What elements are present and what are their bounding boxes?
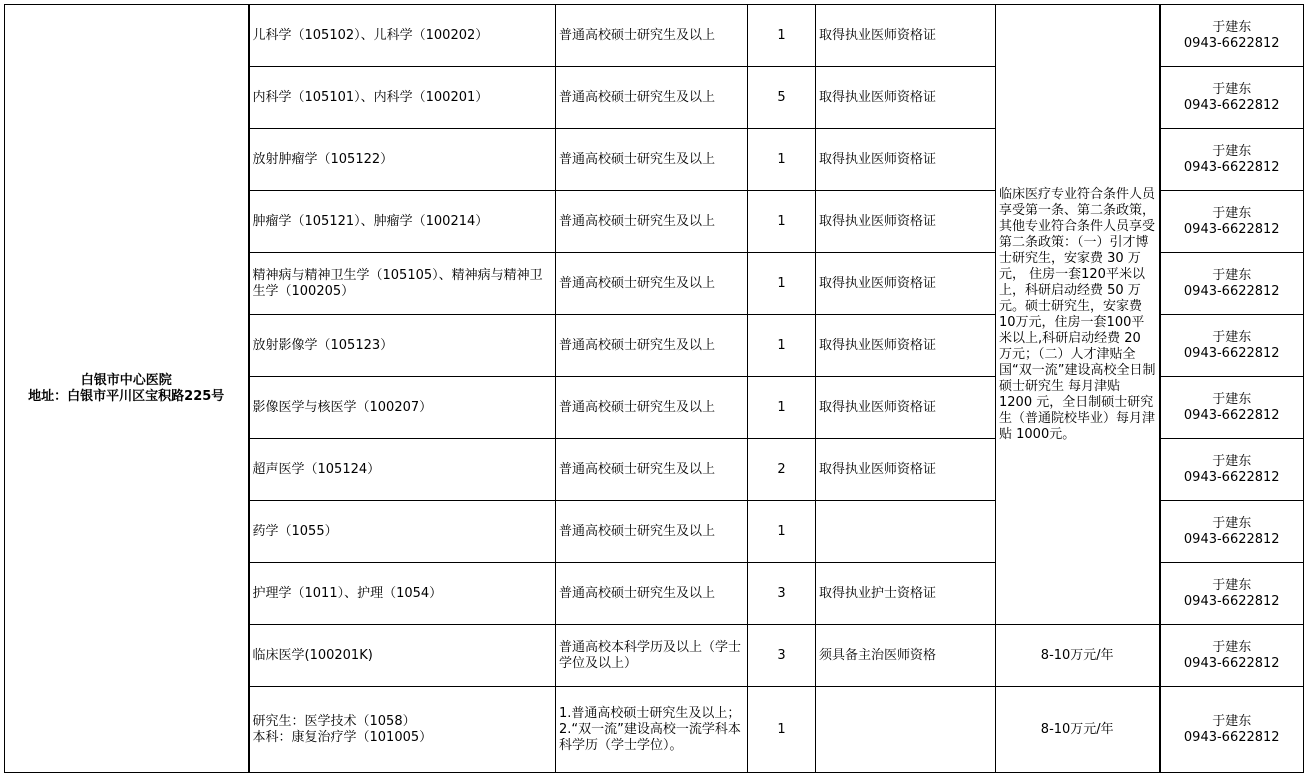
requirement-cell[interactable]: 须具备主治医师资格 (816, 625, 996, 687)
requirement-cell[interactable]: 取得执业护士资格证 (816, 563, 996, 625)
count-cell[interactable]: 3 (748, 625, 816, 687)
contact-cell[interactable] (1160, 501, 1304, 563)
contact-phone: 0943-6622812 (1183, 469, 1280, 485)
hospital-name: 白银市中心医院 (80, 372, 172, 388)
hospital-address: 地址：白银市平川区宝积路225号 (28, 388, 225, 404)
policy-cell[interactable]: 临床医疗专业符合条件人员享受第一条、第二条政策，其他专业符合条件人员享受第二条政策：（一）引才博士研究生，安家费 30 万元， 住房一套120平米以上，科研启动经费 50 万元。硕士研究生，安家费10万元，住房一套100平米以上,科研启动经费 20 万元；（二）人才津贴全国“双一流”建设高校全日制硕士研究生 每月津贴 1200 元，全日制硕士研究生（普通院校毕业）每月津贴 1000元。 (996, 5, 1160, 625)
contact-cell[interactable] (1160, 687, 1304, 773)
requirement-cell[interactable]: 取得执业医师资格证 (816, 129, 996, 191)
requirement-cell[interactable]: 取得执业医师资格证 (816, 191, 996, 253)
education-cell[interactable]: 普通高校硕士研究生及以上 (556, 439, 748, 501)
contact-name: 于建东 (1212, 19, 1252, 35)
major-cell[interactable]: 放射肿瘤学（105122） (249, 129, 556, 191)
contact-cell[interactable] (1160, 5, 1304, 67)
count-cell[interactable]: 3 (748, 563, 816, 625)
contact-phone: 0943-6622812 (1183, 531, 1280, 547)
contact-phone: 0943-6622812 (1183, 407, 1280, 423)
education-cell[interactable]: 普通高校硕士研究生及以上 (556, 129, 748, 191)
contact-cell[interactable] (1160, 563, 1304, 625)
contact-cell[interactable] (1160, 315, 1304, 377)
requirement-cell[interactable]: 取得执业医师资格证 (816, 253, 996, 315)
contact-cell[interactable] (1160, 625, 1304, 687)
contact-name: 于建东 (1212, 205, 1252, 221)
contact-cell[interactable] (1160, 377, 1304, 439)
contact-phone: 0943-6622812 (1183, 655, 1280, 671)
major-cell[interactable]: 儿科学（105102）、儿科学（100202） (249, 5, 556, 67)
education-cell[interactable]: 普通高校硕士研究生及以上 (556, 315, 748, 377)
major-cell[interactable]: 超声医学（105124） (249, 439, 556, 501)
contact-name: 于建东 (1212, 329, 1252, 345)
major-cell[interactable] (249, 687, 556, 773)
count-cell[interactable]: 1 (748, 253, 816, 315)
requirement-cell[interactable] (816, 687, 996, 773)
education-cell[interactable]: 普通高校硕士研究生及以上 (556, 563, 748, 625)
count-cell[interactable]: 1 (748, 129, 816, 191)
contact-name: 于建东 (1212, 143, 1252, 159)
education-cell[interactable] (556, 687, 748, 773)
count-cell[interactable]: 1 (748, 5, 816, 67)
contact-cell[interactable] (1160, 439, 1304, 501)
education-cell[interactable]: 普通高校本科学历及以上（学士学位及以上） (556, 625, 748, 687)
count-cell[interactable]: 2 (748, 439, 816, 501)
contact-name: 于建东 (1212, 81, 1252, 97)
major-cell[interactable]: 护理学（1011）、护理（1054） (249, 563, 556, 625)
requirement-cell[interactable]: 取得执业医师资格证 (816, 439, 996, 501)
major-cell[interactable]: 肿瘤学（105121）、肿瘤学（100214） (249, 191, 556, 253)
contact-phone: 0943-6622812 (1183, 221, 1280, 237)
education-cell[interactable]: 普通高校硕士研究生及以上 (556, 191, 748, 253)
major-cell[interactable]: 药学（1055） (249, 501, 556, 563)
contact-name: 于建东 (1212, 267, 1252, 283)
contact-cell[interactable] (1160, 253, 1304, 315)
requirement-cell[interactable]: 取得执业医师资格证 (816, 315, 996, 377)
major-cell[interactable]: 影像医学与核医学（100207） (249, 377, 556, 439)
contact-phone: 0943-6622812 (1183, 159, 1280, 175)
count-cell[interactable]: 1 (748, 501, 816, 563)
contact-name: 于建东 (1212, 639, 1252, 655)
major-cell[interactable]: 精神病与精神卫生学（105105）、精神病与精神卫生学（100205） (249, 253, 556, 315)
contact-phone: 0943-6622812 (1183, 729, 1280, 745)
contact-name: 于建东 (1212, 713, 1252, 729)
count-cell[interactable]: 5 (748, 67, 816, 129)
requirement-cell[interactable] (816, 501, 996, 563)
contact-phone: 0943-6622812 (1183, 593, 1280, 609)
count-cell[interactable]: 1 (748, 315, 816, 377)
requirement-cell[interactable]: 取得执业医师资格证 (816, 5, 996, 67)
education-cell[interactable]: 普通高校硕士研究生及以上 (556, 5, 748, 67)
contact-cell[interactable] (1160, 191, 1304, 253)
count-cell[interactable]: 1 (748, 377, 816, 439)
contact-name: 于建东 (1212, 515, 1252, 531)
salary-cell[interactable]: 8-10万元/年 (996, 625, 1160, 687)
recruitment-table (4, 4, 1304, 773)
contact-phone: 0943-6622812 (1183, 283, 1280, 299)
contact-name: 于建东 (1212, 577, 1252, 593)
major-cell[interactable]: 临床医学(100201K) (249, 625, 556, 687)
education-cell[interactable]: 普通高校硕士研究生及以上 (556, 67, 748, 129)
requirement-cell[interactable]: 取得执业医师资格证 (816, 67, 996, 129)
salary-cell[interactable]: 8-10万元/年 (996, 687, 1160, 773)
contact-cell[interactable] (1160, 67, 1304, 129)
requirement-cell[interactable]: 取得执业医师资格证 (816, 377, 996, 439)
education-cell[interactable]: 普通高校硕士研究生及以上 (556, 253, 748, 315)
count-cell[interactable]: 1 (748, 687, 816, 773)
education-cell[interactable]: 普通高校硕士研究生及以上 (556, 377, 748, 439)
education-line: 1.普通高校硕士研究生及以上； (559, 705, 741, 721)
contact-name: 于建东 (1212, 453, 1252, 469)
contact-cell[interactable] (1160, 129, 1304, 191)
contact-phone: 0943-6622812 (1183, 345, 1280, 361)
major-cell[interactable]: 内科学（105101）、内科学（100201） (249, 67, 556, 129)
major-line: 研究生：医学技术（1058） (252, 713, 416, 729)
count-cell[interactable]: 1 (748, 191, 816, 253)
table-row (5, 5, 1304, 67)
contact-phone: 0943-6622812 (1183, 97, 1280, 113)
education-line: 2.“双一流”建设高校一流学科本科学历（学士学位）。 (559, 721, 741, 753)
hospital-cell[interactable] (5, 5, 249, 773)
major-line: 本科：康复治疗学（101005） (252, 729, 433, 745)
contact-phone: 0943-6622812 (1183, 35, 1280, 51)
contact-name: 于建东 (1212, 391, 1252, 407)
major-cell[interactable]: 放射影像学（105123） (249, 315, 556, 377)
education-cell[interactable]: 普通高校硕士研究生及以上 (556, 501, 748, 563)
